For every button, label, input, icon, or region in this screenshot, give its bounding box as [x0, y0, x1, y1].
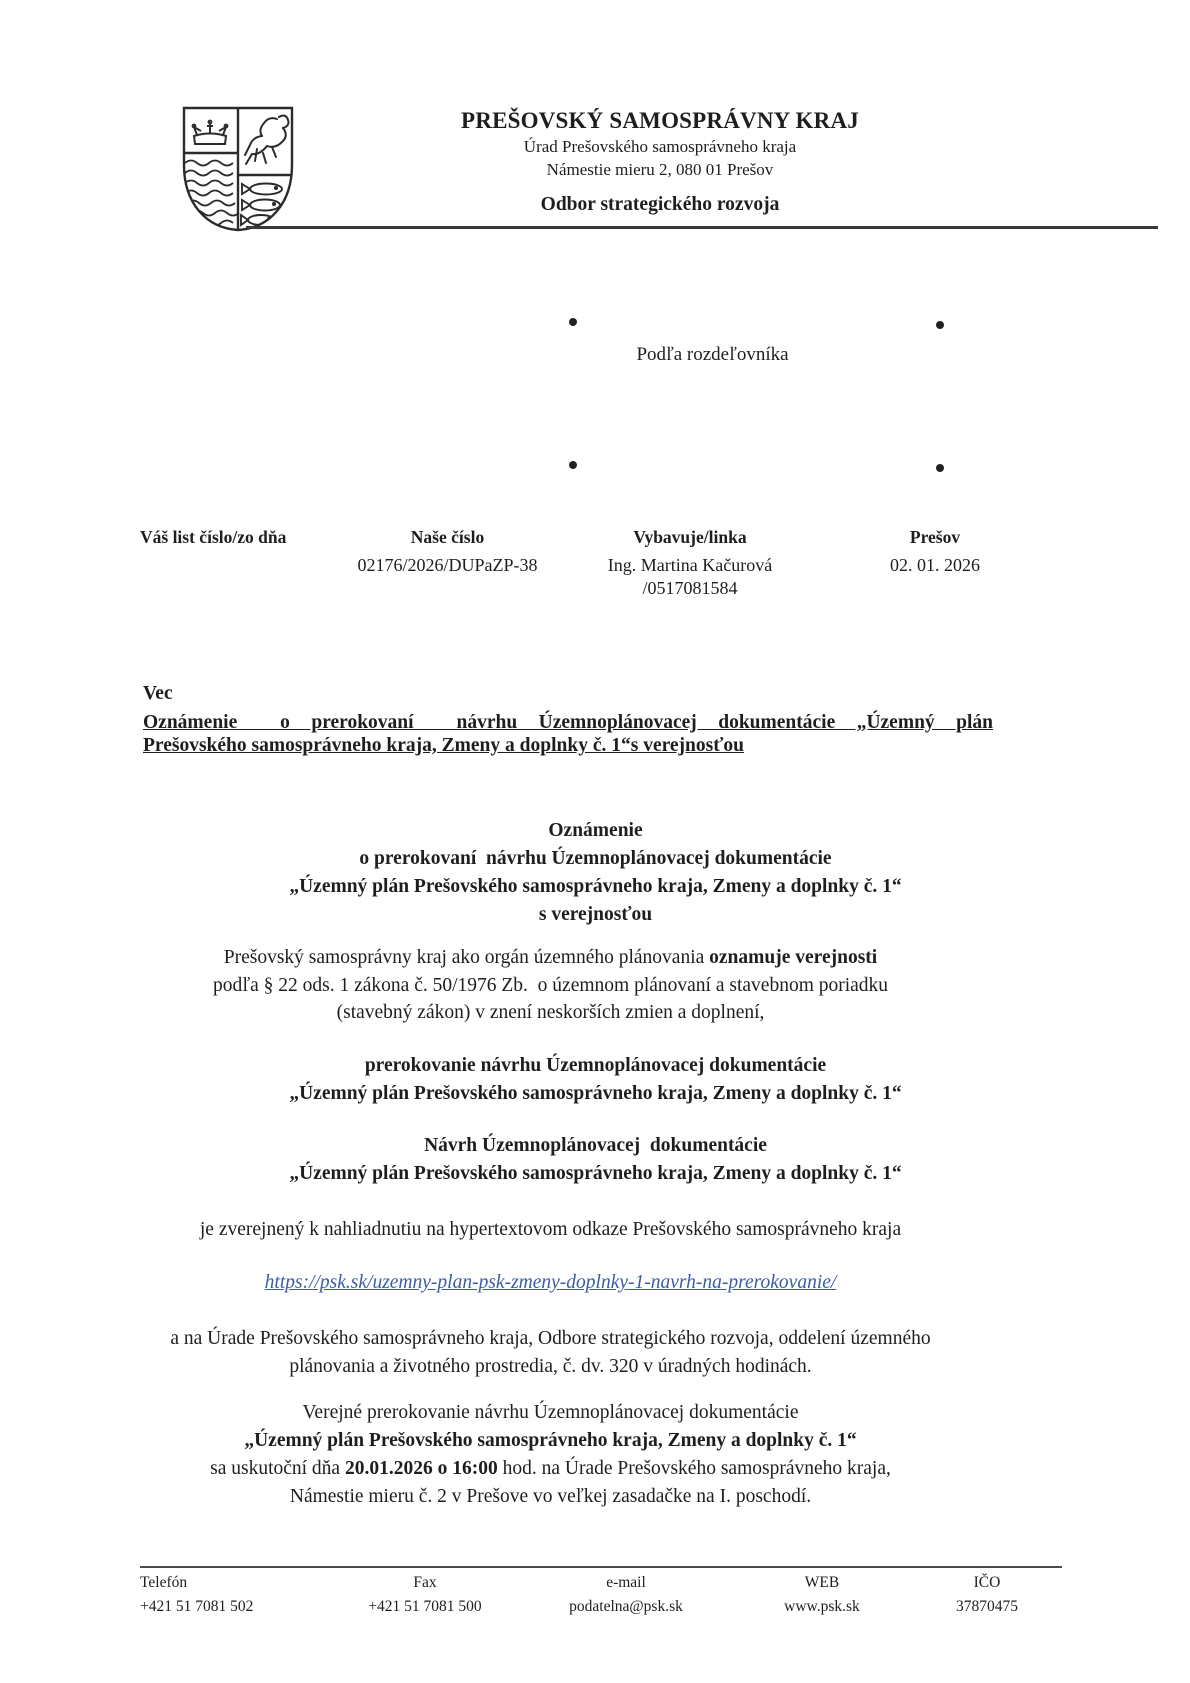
letterhead	[320, 108, 1000, 216]
ref-value-phone: /0517081584	[642, 578, 738, 598]
ref-label: Prešov	[909, 527, 961, 547]
ref-label: Vybavuje/linka	[633, 527, 747, 547]
emphasis-text: oznamuje verejnosti	[709, 947, 878, 968]
psk-coat-of-arms-icon	[179, 103, 297, 235]
para-line: Prešovský samosprávny kraj ako orgán územného plánovania oznamuje verejnosti	[223, 947, 878, 968]
footer-value: podatelna@psk.sk	[569, 1598, 683, 1615]
paragraph-announcement	[88, 944, 1013, 1027]
org-address: Námestie mieru 2, 080 01 Prešov	[546, 160, 774, 179]
ref-label: Váš list číslo/zo dňa	[140, 527, 287, 547]
bullet-dot	[936, 321, 944, 329]
public-hearing-block	[88, 1399, 1013, 1511]
org-office: Úrad Prešovského samosprávneho kraja	[523, 137, 797, 156]
bullet-dot	[569, 318, 577, 326]
footer-label: IČO	[973, 1574, 1001, 1591]
ref-col-place-date	[845, 527, 1025, 576]
org-name: PREŠOVSKÝ SAMOSPRÁVNY KRAJ	[461, 108, 859, 133]
meeting-line: Námestie mieru č. 2 v Prešove vo veľkej zasadačke na I. poschodí.	[289, 1486, 812, 1507]
footer-col-ico	[912, 1571, 1062, 1619]
subject-line-1: Oznámenie o prerokovaní návrhu Územnoplánovacej dokumentácie „Územný plán	[143, 712, 993, 733]
footer-value: +421 51 7081 502	[140, 1598, 254, 1615]
block-line: „Územný plán Prešovského samosprávneho kraja, Zmeny a doplnky č. 1“	[289, 1083, 902, 1104]
para-line: a na Úrade Prešovského samosprávneho kraja, Odbore strategického rozvoja, oddelení územného	[170, 1328, 931, 1349]
ref-value: Ing. Martina Kačurová	[607, 555, 773, 575]
footer-col-email	[520, 1571, 732, 1619]
subject-label: Vec	[143, 683, 173, 704]
footer-label: Fax	[413, 1574, 437, 1591]
ref-col-our-number	[340, 527, 555, 576]
footer	[140, 1571, 1062, 1619]
heading-line: Oznámenie	[548, 820, 643, 841]
meeting-datetime: 20.01.2026 o 16:00	[344, 1458, 498, 1479]
para-line: plánovania a životného prostredia, č. dv. 320 v úradných hodinách.	[289, 1356, 812, 1377]
footer-col-phone	[140, 1571, 330, 1619]
bullet-dot	[936, 464, 944, 472]
draft-title-block	[133, 1132, 1058, 1188]
block-line: prerokovanie návrhu Územnoplánovacej dokumentácie	[364, 1055, 827, 1076]
link-row	[88, 1272, 1013, 1294]
block-line: „Územný plán Prešovského samosprávneho kraja, Zmeny a doplnky č. 1“	[289, 1163, 902, 1184]
ref-label: Naše číslo	[410, 527, 485, 547]
heading-line: s verejnosťou	[538, 904, 653, 925]
footer-value: www.psk.sk	[784, 1598, 860, 1615]
meeting-line: sa uskutoční dňa 20.01.2026 o 16:00 hod. na Úrade Prešovského samosprávneho kraja,	[210, 1458, 891, 1479]
ref-value: 02176/2026/DUPaZP-38	[357, 555, 538, 575]
bullet-dot	[569, 461, 577, 469]
footer-label: Telefón	[140, 1574, 188, 1591]
paragraph-office	[88, 1325, 1013, 1381]
footer-divider	[140, 1566, 1062, 1568]
para-line: podľa § 22 ods. 1 zákona č. 50/1976 Zb. o územnom plánovaní a stavebnom poriadku	[212, 974, 889, 996]
meeting-line: „Územný plán Prešovského samosprávneho kraja, Zmeny a doplnky č. 1“	[244, 1430, 857, 1451]
ref-col-your-letter	[140, 527, 370, 555]
footer-value: 37870475	[956, 1598, 1018, 1615]
announcement-heading	[133, 817, 1058, 929]
block-line: Návrh Územnoplánovacej dokumentácie	[424, 1135, 767, 1156]
subject-line-2: Prešovského samosprávneho kraja, Zmeny a doplnky č. 1“s verejnosťou	[143, 735, 744, 756]
addressee: Podľa rozdeľovníka	[636, 344, 789, 365]
header-divider	[246, 226, 1158, 229]
footer-col-fax	[330, 1571, 520, 1619]
ref-col-handled-by	[585, 527, 795, 599]
document-hyperlink[interactable]: https://psk.sk/uzemny-plan-psk-zmeny-doplnky-1-navrh-na-prerokovanie/	[264, 1272, 837, 1293]
footer-label: WEB	[804, 1574, 840, 1591]
para-line: (stavebný zákon) v znení neskorších zmien a doplnení,	[336, 1002, 765, 1023]
heading-line: „Územný plán Prešovského samosprávneho kraja, Zmeny a doplnky č. 1“	[289, 876, 902, 897]
footer-value: +421 51 7081 500	[368, 1598, 482, 1615]
discussion-title-block	[133, 1052, 1058, 1108]
meeting-line: Verejné prerokovanie návrhu Územnoplánovacej dokumentácie	[302, 1402, 799, 1423]
subject-block	[143, 683, 993, 757]
footer-col-web	[732, 1571, 912, 1619]
footer-label: e-mail	[606, 1574, 646, 1591]
heading-line: o prerokovaní návrhu Územnoplánovacej dokumentácie	[359, 848, 832, 869]
ref-value: 02. 01. 2026	[890, 555, 980, 575]
paragraph-published: je zverejnený k nahliadnutiu na hypertextovom odkaze Prešovského samosprávneho kraja	[199, 1219, 902, 1240]
department-name: Odbor strategického rozvoja	[540, 194, 780, 215]
